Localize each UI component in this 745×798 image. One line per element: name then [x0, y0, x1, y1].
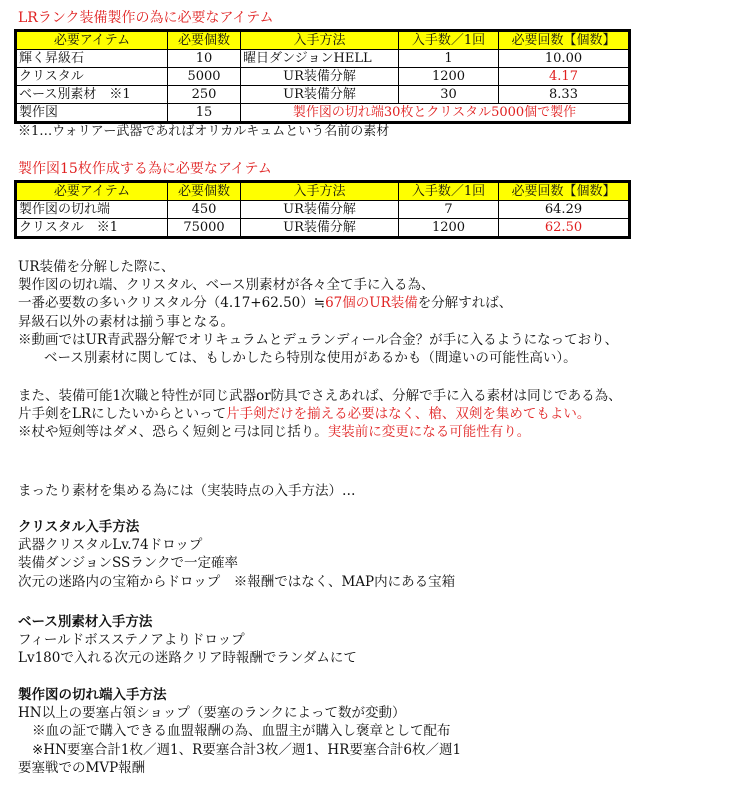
explanation-paragraph [18, 258, 618, 367]
text-line: ※動画ではUR青武器分解でオリキュラムとデュランディール合金？が手に入るようになっており、 [18, 331, 619, 348]
table-row [16, 86, 630, 104]
text-span: ※杖や短剣等はダメ、恐らく短剣と弓は同じ括り。 [18, 424, 328, 441]
lr-items-table [14, 29, 631, 124]
highlight-text: 67個のUR装備 [325, 295, 418, 312]
item-cell: ベース別素材 ※1 [16, 86, 168, 104]
count-cell: 250 [168, 86, 241, 104]
times-cell: 64.29 [499, 201, 630, 219]
text-span: 片手剣をLRにしたいからといって [18, 406, 227, 423]
table-row [16, 104, 630, 123]
text-line: Lv180で入れる次元の迷路クリア時報酬でランダムにて [18, 650, 357, 667]
text-line: また、装備可能1次職と特性が同じ武器or防具でさえあれば、分解で手に入る素材は同じである為、 [18, 388, 622, 404]
method-cell: UR装備分解 [241, 68, 399, 86]
text-line: ※HN要塞合計1枚／週1、R要塞合計3枚／週1、HR要塞合計6枚／週1 [32, 741, 462, 758]
text-span: を分解すれば、 [417, 295, 513, 312]
per-cell: 30 [399, 86, 499, 104]
highlight-text: 片手剣だけを揃える必要はなく、槍、双剣を集めてもよい。 [226, 406, 591, 423]
count-cell: 10 [168, 50, 241, 68]
gathering-intro [18, 482, 356, 500]
times-cell: 8.33 [499, 86, 630, 104]
text-line: ※血の証で購入できる血盟報酬の為、血盟主が購入し褒章として配布 [32, 723, 451, 740]
item-cell: クリスタル ※1 [16, 219, 168, 238]
table1-title: LRランク装備製作の為に必要なアイテム [18, 10, 274, 26]
col-header: 入手数／1回 [399, 182, 499, 201]
text-line: 装備ダンジョンSSランクで一定確率 [18, 555, 239, 572]
count-cell: 5000 [168, 68, 241, 86]
per-cell: 1200 [399, 68, 499, 86]
table-row [16, 50, 630, 68]
base-material-section [18, 613, 357, 668]
section-heading: 製作図の切れ端入手方法 [18, 687, 167, 703]
count-cell: 450 [168, 201, 241, 219]
crystal-section [18, 518, 455, 591]
text-line: フィールドボスステノアよりドロップ [18, 632, 245, 649]
times-cell: 62.50 [499, 219, 630, 238]
item-cell: 製作図 [16, 104, 168, 123]
text-line: 次元の迷路内の宝箱からドロップ ※報酬ではなく、MAP内にある宝箱 [18, 573, 456, 590]
item-cell: クリスタル [16, 68, 168, 86]
per-cell: 1200 [399, 219, 499, 238]
text-line: まったり素材を集める為には（実装時点の入手方法）… [18, 483, 356, 499]
blueprint-items-table [14, 180, 631, 239]
col-header: 入手数／1回 [399, 31, 499, 50]
fragment-section [18, 686, 461, 777]
per-cell: 7 [399, 201, 499, 219]
section-heading: ベース別素材入手方法 [18, 614, 153, 630]
text-line: ベース別素材に関しては、もしかしたら特別な使用があるかも（間違いの可能性高い）。 [44, 349, 577, 366]
method-cell: UR装備分解 [241, 219, 399, 238]
table-header-row [16, 31, 630, 50]
method-cell: 曜日ダンジョンHELL [241, 50, 399, 68]
per-cell: 1 [399, 50, 499, 68]
text-line: 武器クリスタルLv.74ドロップ [18, 537, 203, 554]
table-row [16, 219, 630, 238]
method-cell: UR装備分解 [241, 86, 399, 104]
text-line: HN以上の要塞占領ショップ（要塞のランクによって数が変動） [18, 705, 406, 722]
count-cell: 75000 [168, 219, 241, 238]
times-cell: 10.00 [499, 50, 630, 68]
text-line [18, 423, 622, 441]
text-line [18, 294, 618, 312]
text-line [18, 405, 622, 423]
text-line: 昇級石以外の素材は揃う事となる。 [18, 313, 234, 330]
col-header: 必要アイテム [16, 182, 168, 201]
text-span: 一番必要数の多いクリスタル分（4.17+62.50）≒ [18, 295, 326, 312]
table-row [16, 201, 630, 219]
col-header: 必要回数【個数】 [499, 182, 630, 201]
col-header: 必要個数 [168, 182, 241, 201]
section-heading: クリスタル入手方法 [18, 519, 140, 535]
weapon-type-paragraph [18, 387, 622, 442]
times-cell: 4.17 [499, 68, 630, 86]
text-line: 製作図の切れ端、クリスタル、ベース別素材が各々全て手に入る為、 [18, 277, 435, 294]
col-header: 必要個数 [168, 31, 241, 50]
table-header-row [16, 182, 630, 201]
merged-note-cell: 製作図の切れ端30枚とクリスタル5000個で製作 [241, 104, 630, 123]
highlight-text: 実装前に変更になる可能性有り。 [327, 424, 531, 441]
col-header: 入手方法 [241, 182, 399, 201]
table2-title: 製作図15枚作成する為に必要なアイテム [18, 161, 272, 177]
item-cell: 製作図の切れ端 [16, 201, 168, 219]
table-row [16, 68, 630, 86]
text-line: UR装備を分解した際に、 [18, 259, 175, 275]
text-line: 要塞戦でのMVP報酬 [18, 759, 146, 776]
col-header: 必要アイテム [16, 31, 168, 50]
col-header: 必要回数【個数】 [499, 31, 630, 50]
item-cell: 輝く昇級石 [16, 50, 168, 68]
table1-footnote: ※1…ウォリアー武器であればオリカルキュムという名前の素材 [18, 124, 390, 139]
col-header: 入手方法 [241, 31, 399, 50]
method-cell: UR装備分解 [241, 201, 399, 219]
count-cell: 15 [168, 104, 241, 123]
